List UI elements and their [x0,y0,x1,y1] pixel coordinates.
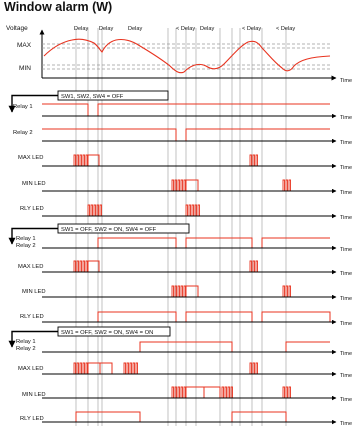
row-label: RLY LED [20,314,44,320]
delay-label: Delay [128,26,143,32]
blink-trace [88,205,103,216]
row-label: MAX LED [18,155,44,161]
min-threshold-label: MIN [19,65,31,72]
signal-trace [42,238,330,248]
time-label: Time [340,115,353,121]
time-label: Time [340,296,353,302]
row-label: MAX LED [18,366,44,372]
timing-sections [12,91,352,427]
blink-trace [172,387,187,398]
delay-label: < Delay [242,26,262,32]
blink-trace [124,363,139,374]
led-on-trace [262,312,330,322]
row-label: MIN LED [22,289,46,295]
delay-label: < Delay [176,26,196,32]
blink-trace [250,155,259,166]
delay-label: Delay [200,26,215,32]
time-label: Time [340,140,353,146]
led-on-trace [88,261,99,272]
max-threshold-label: MAX [17,42,32,49]
blink-trace [222,387,234,398]
row-label: MAX LED [18,264,44,270]
time-label: Time [340,397,353,403]
diagram-title: Window alarm (W) [4,0,113,14]
blink-trace [172,180,187,191]
row-label: Relay 2 [13,130,33,136]
row-label: Relay 2 [16,346,36,352]
voltage-axis-label: Voltage [6,25,28,32]
time-label: Time [340,321,353,327]
blink-trace [250,363,259,374]
row-label: RLY LED [20,206,44,212]
time-label: Time [340,373,353,379]
row-label: Relay 1 [16,339,36,345]
led-on-trace [186,387,204,398]
time-label: Time [340,271,353,277]
row-label: RLY LED [20,416,44,422]
delay-label: < Delay [276,26,296,32]
time-label: Time [340,190,353,196]
delay-label: Delay [99,26,114,32]
condition-label: SW1, SW2, SW4 = OFF [61,94,124,100]
signal-trace [42,129,330,141]
led-on-trace [88,155,99,166]
voltage-panel [6,25,352,84]
blink-trace [283,387,292,398]
blink-trace [250,261,259,272]
condition-label: SW1 = OFF, SW2 = ON, SW4 = ON [61,330,154,336]
section-3 [12,327,352,427]
row-label: Relay 1 [16,236,36,242]
blink-trace [283,286,292,297]
row-label: MIN LED [22,392,46,398]
time-label: Time [340,165,353,171]
blink-trace [283,180,292,191]
led-on-trace [98,312,176,322]
time-label: Time [340,247,353,253]
row-label: Relay 2 [16,243,36,249]
blink-trace [186,205,201,216]
time-label: Time [340,421,353,427]
time-label: Time [340,215,353,221]
section-1 [12,91,352,221]
section-2 [12,224,352,327]
voltage-time-label: Time [340,78,353,84]
blink-trace [172,286,187,297]
time-label: Time [340,351,353,357]
delay-label: Delay [74,26,89,32]
row-label: MIN LED [22,181,46,187]
row-label: Relay 1 [13,104,33,110]
condition-label: SW1 = OFF, SW2 = ON, SW4 = OFF [61,227,157,233]
led-on-trace [76,412,140,422]
led-on-trace [204,387,220,398]
